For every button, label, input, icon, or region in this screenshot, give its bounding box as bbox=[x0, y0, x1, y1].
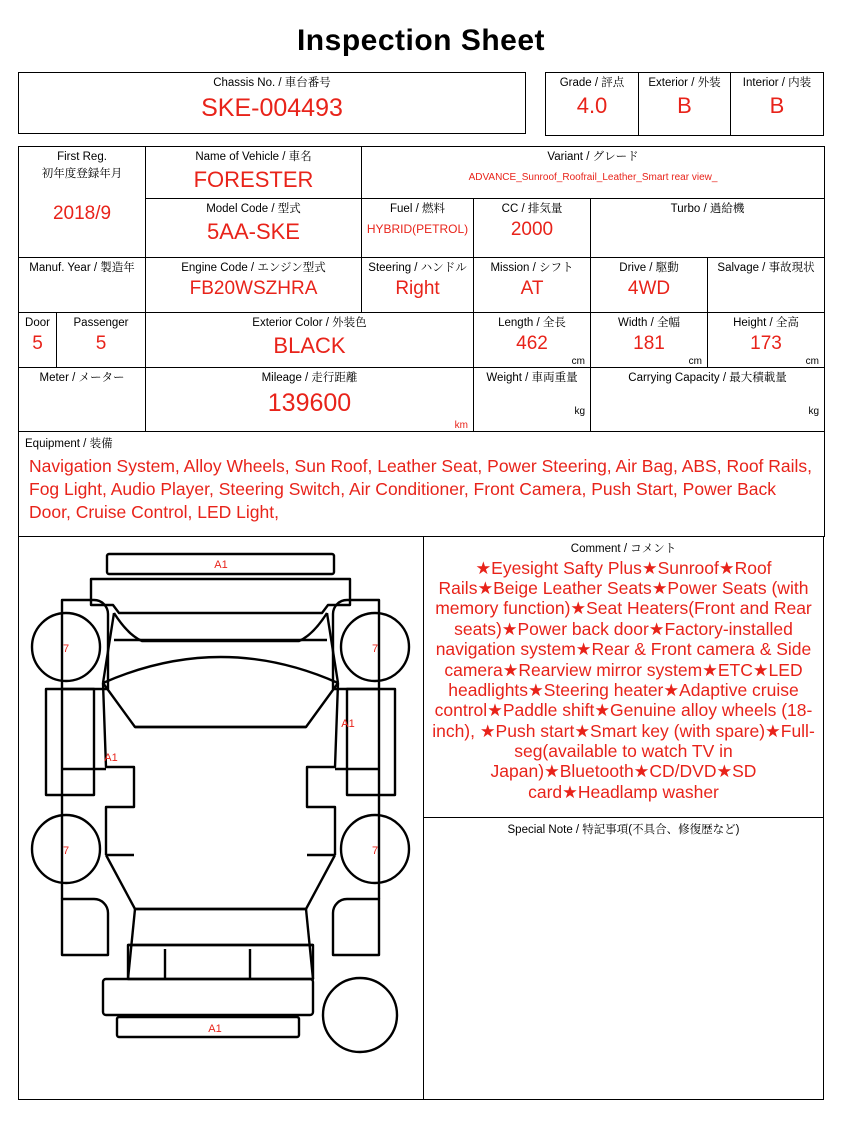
equipment-label: Equipment / 装備 bbox=[25, 437, 113, 450]
interior-grade-label: Interior / 内装 bbox=[742, 77, 812, 89]
length-unit: cm bbox=[571, 355, 585, 367]
spec-row-name bbox=[19, 147, 825, 199]
engine-code-value: FB20WSZHRA bbox=[189, 277, 318, 299]
vehicle-name-value: FORESTER bbox=[193, 167, 314, 193]
engine-code-cell bbox=[146, 257, 362, 312]
exterior-grade-value: B bbox=[677, 93, 692, 119]
turbo-cell bbox=[591, 198, 825, 257]
length-value: 462 bbox=[516, 332, 548, 354]
mileage-unit: km bbox=[454, 419, 468, 431]
salvage-cell bbox=[708, 257, 825, 312]
meter-value bbox=[19, 385, 145, 394]
special-note-value bbox=[424, 837, 823, 845]
mission-label: Mission / シフト bbox=[490, 261, 574, 274]
steering-cell bbox=[362, 257, 474, 312]
bottom-row bbox=[0, 537, 842, 1100]
equipment-cell bbox=[19, 431, 825, 536]
first-reg-cell bbox=[19, 147, 146, 258]
chassis-value: SKE-004493 bbox=[201, 94, 343, 123]
first-reg-value: 2018/9 bbox=[52, 202, 112, 224]
carrying-capacity-unit: kg bbox=[808, 406, 820, 418]
header-row bbox=[0, 72, 842, 136]
interior-grade-cell bbox=[731, 73, 824, 136]
variant-label: Variant / グレード bbox=[547, 151, 639, 163]
meter-cell bbox=[19, 367, 146, 431]
height-label: Height / 全高 bbox=[733, 316, 799, 329]
exterior-color-label: Exterior Color / 外装色 bbox=[252, 316, 367, 329]
door-cell bbox=[19, 312, 57, 367]
damage-mark-wheel-front-left: 7 bbox=[62, 844, 70, 857]
height-cell bbox=[708, 312, 825, 367]
weight-cell bbox=[474, 367, 591, 431]
cc-value: 2000 bbox=[510, 218, 554, 240]
first-reg-label-en: First Reg. bbox=[57, 151, 107, 163]
carrying-capacity-value bbox=[591, 385, 824, 394]
door-label: Door bbox=[25, 316, 50, 329]
engine-code-label: Engine Code / エンジン型式 bbox=[181, 261, 326, 274]
manuf-year-value bbox=[19, 275, 145, 284]
model-code-label: Model Code / 型式 bbox=[206, 202, 301, 215]
spec-row-engine bbox=[19, 257, 825, 312]
special-note-label: Special Note / 特記事項(不具合、修復歴など) bbox=[507, 823, 740, 836]
spec-row-dimensions bbox=[19, 312, 825, 367]
vehicle-damage-diagram[interactable] bbox=[19, 537, 422, 1099]
mission-cell bbox=[474, 257, 591, 312]
width-cell bbox=[591, 312, 708, 367]
spec-table-wrap bbox=[0, 136, 842, 537]
width-label: Width / 全幅 bbox=[618, 316, 680, 329]
special-note-box bbox=[424, 818, 824, 1100]
damage-mark-wheel-rear-right: 7 bbox=[371, 642, 379, 655]
width-value: 181 bbox=[633, 332, 665, 354]
passenger-value: 5 bbox=[95, 332, 107, 354]
turbo-label: Turbo / 過給機 bbox=[670, 202, 745, 215]
damage-mark-wheel-front-right: 7 bbox=[371, 844, 379, 857]
comment-value: ★Eyesight Safty Plus★Sunroof★Roof Rails★Beige Leather Seats★Power Seats (with memory function)★Seat Heaters(Front and Rear seats)★Power back door★Factory-installed navigation system★Rear & Front camera & Side camera★Rearview mirror system★ETC★LED headlights★Steering heater★Adaptive cruise control★Paddle shift★Genuine alloy wheels (18-inch), ★Push start★Smart key (with spare)★Full-seg(available to watch TV in Japan)★Bluetooth★CD/DVD★SD card★Headlamp washer bbox=[432, 557, 815, 802]
steering-label: Steering / ハンドル bbox=[368, 261, 467, 274]
carrying-capacity-label: Carrying Capacity / 最大積載量 bbox=[628, 371, 787, 384]
weight-value bbox=[474, 385, 590, 394]
comment-column bbox=[424, 537, 824, 1100]
manuf-year-cell bbox=[19, 257, 146, 312]
length-label: Length / 全長 bbox=[498, 316, 566, 329]
damage-mark-rear-right-quarter: A1 bbox=[341, 717, 355, 730]
damage-mark-left-side-panel: A1 bbox=[104, 751, 118, 764]
turbo-value bbox=[591, 216, 824, 225]
cc-label: CC / 排気量 bbox=[501, 202, 563, 215]
weight-label: Weight / 車両重量 bbox=[486, 371, 578, 384]
meter-label: Meter / メーター bbox=[39, 371, 125, 384]
chassis-label: Chassis No. / 車台番号 bbox=[213, 77, 331, 89]
exterior-color-cell bbox=[146, 312, 474, 367]
cc-cell bbox=[474, 198, 591, 257]
drive-label: Drive / 駆動 bbox=[619, 261, 679, 274]
height-value: 173 bbox=[750, 332, 782, 354]
fuel-cell bbox=[362, 198, 474, 257]
vehicle-diagram-cell bbox=[18, 537, 424, 1100]
carrying-capacity-cell bbox=[591, 367, 825, 431]
exterior-color-value: BLACK bbox=[273, 332, 346, 358]
spec-row-mileage bbox=[19, 367, 825, 431]
manuf-year-label: Manuf. Year / 製造年 bbox=[29, 261, 135, 274]
grade-table bbox=[545, 72, 824, 136]
page-title: Inspection Sheet bbox=[296, 24, 546, 57]
salvage-label: Salvage / 事故現状 bbox=[717, 261, 815, 274]
passenger-label: Passenger bbox=[73, 316, 129, 329]
grade-label: Grade / 評点 bbox=[559, 77, 625, 89]
model-code-value: 5AA-SKE bbox=[207, 218, 300, 244]
damage-mark-rear-bumper-top: A1 bbox=[214, 558, 228, 571]
comment-box bbox=[424, 537, 824, 818]
height-unit: cm bbox=[805, 355, 820, 367]
first-reg-label-jp: 初年度登録年月 bbox=[41, 168, 123, 181]
spec-row-equipment bbox=[19, 431, 825, 536]
vehicle-name-cell bbox=[146, 147, 362, 199]
model-code-cell bbox=[146, 198, 362, 257]
fuel-label: Fuel / 燃料 bbox=[390, 202, 445, 215]
exterior-grade-cell bbox=[639, 73, 731, 136]
variant-cell bbox=[362, 147, 825, 199]
grade-value: 4.0 bbox=[576, 93, 608, 119]
chassis-number-box bbox=[18, 72, 526, 134]
salvage-value bbox=[708, 275, 824, 284]
damage-mark-front-bumper: A1 bbox=[208, 1022, 222, 1035]
comment-label: Comment / コメント bbox=[570, 542, 677, 555]
exterior-grade-label: Exterior / 外装 bbox=[648, 77, 721, 89]
drive-cell bbox=[591, 257, 708, 312]
vehicle-name-label: Name of Vehicle / 車名 bbox=[195, 151, 312, 163]
width-unit: cm bbox=[688, 355, 702, 367]
spec-table bbox=[18, 146, 825, 537]
mission-value: AT bbox=[520, 277, 544, 299]
grade-cell bbox=[546, 73, 639, 136]
steering-value: Right bbox=[395, 277, 440, 299]
drive-value: 4WD bbox=[627, 277, 671, 299]
length-cell bbox=[474, 312, 591, 367]
mileage-label: Mileage / 走行距離 bbox=[261, 371, 358, 384]
mileage-cell bbox=[146, 367, 474, 431]
equipment-value: Navigation System, Alloy Wheels, Sun Roof, Leather Seat, Power Steering, Air Bag, ABS, Roof Rails, Fog Light, Audio Player, Steering Switch, Air Conditioner, Front Camera, Push Start, Power Back Door, Cruise Control, LED Light, bbox=[29, 455, 813, 522]
variant-value: ADVANCE_Sunroof_Roofrail_Leather_Smart rear view_ bbox=[468, 172, 718, 184]
door-value: 5 bbox=[32, 332, 43, 354]
damage-mark-wheel-rear-left: 7 bbox=[62, 642, 70, 655]
mileage-value: 139600 bbox=[267, 389, 352, 418]
fuel-value: HYBRID(PETROL) bbox=[366, 221, 469, 236]
interior-grade-value: B bbox=[769, 93, 785, 119]
weight-unit: kg bbox=[574, 406, 585, 418]
passenger-cell bbox=[57, 312, 146, 367]
